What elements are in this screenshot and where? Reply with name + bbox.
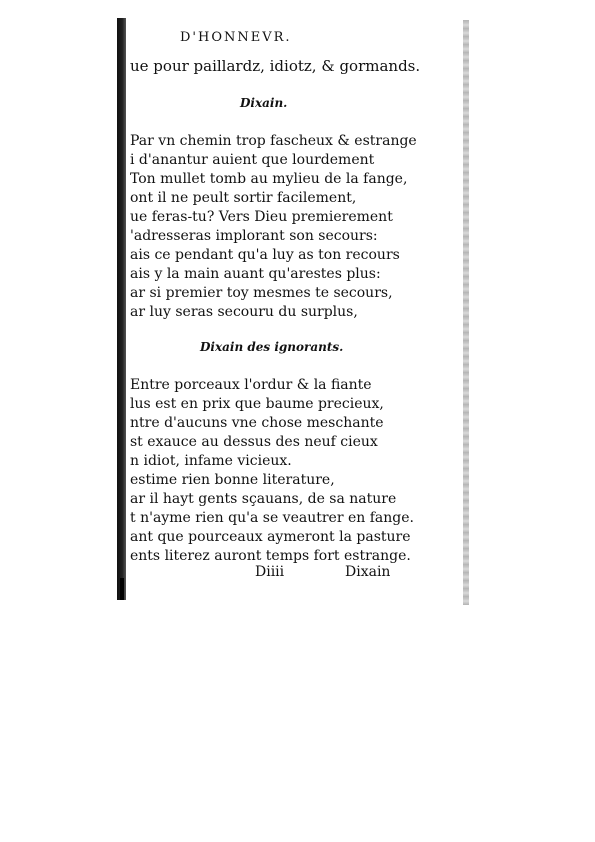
verse-line: estime rien bonne literature, bbox=[130, 472, 335, 488]
verse-line: Par vn chemin trop fascheux & estrange bbox=[130, 133, 417, 149]
verse-line: ar il hayt gents sçauans, de sa nature bbox=[130, 491, 397, 507]
verse-line: st exauce au dessus des neuf cieux bbox=[130, 434, 378, 450]
verse-line: t n'ayme rien qu'a se veautrer en fange. bbox=[130, 510, 414, 526]
verse-line: ais ce pendant qu'a luy as ton recours bbox=[130, 247, 400, 263]
verse-line: Ton mullet tomb au mylieu de la fange, bbox=[130, 171, 408, 187]
running-head: D'HONNEVR. bbox=[180, 30, 292, 45]
section-title-ignorants: Dixain des ignorants. bbox=[200, 340, 344, 354]
verse-line: ue feras-tu? Vers Dieu premierement bbox=[130, 209, 393, 225]
verse-line: ents literez auront temps fort estrange. bbox=[130, 548, 411, 564]
verse-line: ntre d'aucuns vne chose meschante bbox=[130, 415, 384, 431]
binding-shadow-left bbox=[117, 18, 126, 600]
signature-mark: Diiii bbox=[255, 564, 285, 580]
binding-mark bbox=[120, 578, 124, 600]
verse-line: 'adresseras implorant son secours: bbox=[130, 228, 378, 244]
verse-line: ant que pourceaux aymeront la pasture bbox=[130, 529, 411, 545]
verse-line: n idiot, infame vicieux. bbox=[130, 453, 292, 469]
catchword: Dixain bbox=[345, 564, 391, 580]
section-title-dixain: Dixain. bbox=[240, 96, 288, 110]
page-edge-right bbox=[463, 20, 469, 605]
verse-line: Entre porceaux l'ordur & la fiante bbox=[130, 377, 372, 393]
verse-line: ar luy seras secouru du surplus, bbox=[130, 304, 358, 320]
verse-line: i d'anantur auient que lourdement bbox=[130, 152, 375, 168]
verse-line: ais y la main auant qu'arestes plus: bbox=[130, 266, 381, 282]
verse-line: ar si premier toy mesmes te secours, bbox=[130, 285, 393, 301]
first-line: ue pour paillardz, idiotz, & gormands. bbox=[130, 57, 421, 75]
verse-line: lus est en prix que baume precieux, bbox=[130, 396, 384, 412]
verse-line: ont il ne peult sortir facilement, bbox=[130, 190, 357, 206]
